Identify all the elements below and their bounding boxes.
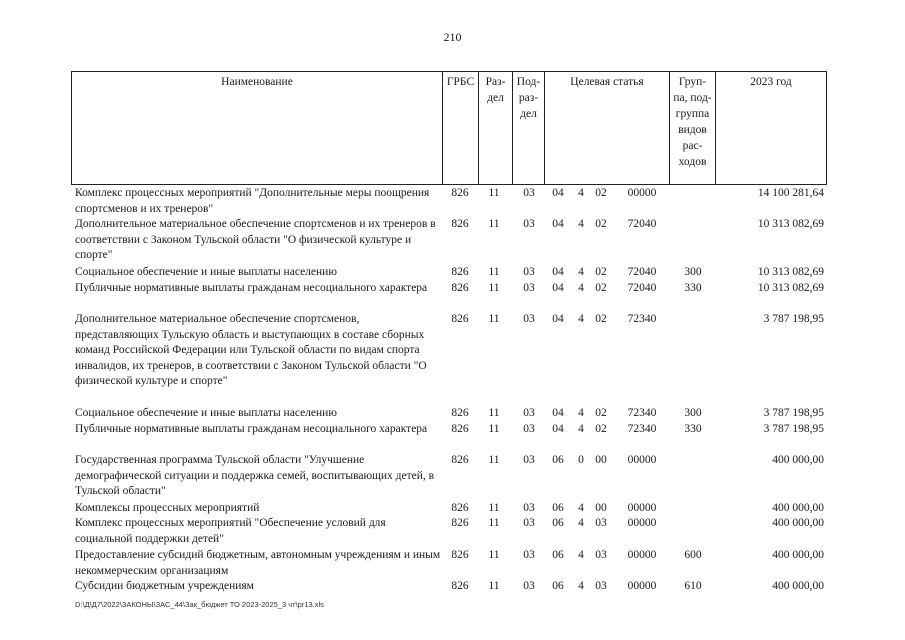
row-name: Государственная программа Тульской области "Улучшение демографической ситуации и поддержка семей, воспитывающих детей, в Тульской области": [75, 454, 435, 497]
header-name: Наименование: [72, 72, 443, 184]
row-razdel: 11: [488, 407, 500, 419]
row-grbs: 826: [451, 218, 469, 230]
row-target-subgroup: 02: [595, 423, 607, 435]
row-target-program: 06: [552, 454, 564, 466]
row-name: Комплекс процессных мероприятий "Обеспечение условий для социальной поддержки детей": [75, 517, 386, 545]
row-target-subgroup: 03: [595, 517, 607, 529]
row-target-type: 4: [578, 313, 584, 325]
row-target-subgroup: 02: [595, 282, 607, 294]
row-amount: 400 000,00: [772, 502, 824, 514]
row-razdel: 11: [488, 187, 500, 199]
row-podrazdel: 03: [523, 517, 535, 529]
row-razdel: 11: [488, 313, 500, 325]
row-name: Социальное обеспечение и иные выплаты населению: [75, 266, 337, 278]
row-amount: 3 787 198,95: [763, 313, 824, 325]
row-target-type: 4: [578, 423, 584, 435]
row-amount: 10 313 082,69: [757, 282, 824, 294]
row-amount: 14 100 281,64: [757, 187, 824, 199]
row-target-subgroup: 02: [595, 187, 607, 199]
row-target-type: 4: [578, 187, 584, 199]
row-podrazdel: 03: [523, 187, 535, 199]
row-target-subgroup: 00: [595, 502, 607, 514]
row-podrazdel: 03: [523, 423, 535, 435]
row-target-subgroup: 02: [595, 218, 607, 230]
row-razdel: 11: [488, 502, 500, 514]
row-target-subgroup: 02: [595, 313, 607, 325]
row-name: Субсидии бюджетным учреждениям: [75, 580, 254, 592]
row-target-type: 4: [578, 218, 584, 230]
row-grbs: 826: [451, 407, 469, 419]
row-razdel: 11: [488, 454, 500, 466]
row-amount: 400 000,00: [772, 580, 824, 592]
row-target-direction: 00000: [627, 517, 657, 529]
row-target-direction: 00000: [627, 502, 657, 514]
row-target-type: 4: [578, 282, 584, 294]
row-grbs: 826: [451, 266, 469, 278]
row-razdel: 11: [488, 266, 500, 278]
row-grbs: 826: [451, 282, 469, 294]
row-name: Социальное обеспечение и иные выплаты населению: [75, 407, 337, 419]
row-amount: 10 313 082,69: [757, 218, 824, 230]
row-target-direction: 00000: [627, 454, 657, 466]
row-target-direction: 72340: [627, 423, 657, 435]
row-name: Предоставление субсидий бюджетным, автономным учреждениям и иным некоммерческим организациям: [75, 549, 441, 577]
row-amount: 3 787 198,95: [763, 423, 824, 435]
row-target-type: 4: [578, 517, 584, 529]
row-amount: 3 787 198,95: [763, 407, 824, 419]
row-amount: 10 313 082,69: [757, 266, 824, 278]
row-podrazdel: 03: [523, 549, 535, 561]
row-name: Комплексы процессных мероприятий: [75, 502, 260, 514]
row-grbs: 826: [451, 502, 469, 514]
row-name: Дополнительное материальное обеспечение спортсменов и их тренеров в соответствии с Законом Тульской области "О физической культуре и спорте": [75, 218, 436, 261]
row-target-program: 06: [552, 580, 564, 592]
row-target-type: 4: [578, 266, 584, 278]
row-expense-type: 610: [684, 580, 702, 592]
row-name: Публичные нормативные выплаты гражданам несоциального характера: [75, 423, 428, 435]
row-razdel: 11: [488, 282, 500, 294]
row-grbs: 826: [451, 187, 469, 199]
row-target-subgroup: 03: [595, 549, 607, 561]
row-podrazdel: 03: [523, 580, 535, 592]
row-target-subgroup: 00: [595, 454, 607, 466]
header-podrazdel: Под- раз- дел: [513, 72, 545, 184]
row-podrazdel: 03: [523, 313, 535, 325]
row-amount: 400 000,00: [772, 517, 824, 529]
row-razdel: 11: [488, 580, 500, 592]
row-grbs: 826: [451, 517, 469, 529]
row-razdel: 11: [488, 218, 500, 230]
row-target-program: 04: [552, 407, 564, 419]
row-podrazdel: 03: [523, 407, 535, 419]
header-grbs: ГРБС: [443, 72, 479, 184]
row-expense-type: 600: [684, 549, 702, 561]
row-target-type: 4: [578, 502, 584, 514]
file-path-footer: D:\Д\Д7\2022\ЗАКОНЫ\ЗАС_44\Зак_бюджет ТО 2023-2025_3 чт\pr13.xls: [75, 600, 324, 609]
row-target-program: 04: [552, 423, 564, 435]
row-grbs: 826: [451, 313, 469, 325]
row-target-subgroup: 02: [595, 407, 607, 419]
row-target-subgroup: 02: [595, 266, 607, 278]
row-podrazdel: 03: [523, 454, 535, 466]
row-target-direction: 72340: [627, 407, 657, 419]
row-target-subgroup: 03: [595, 580, 607, 592]
row-grbs: 826: [451, 454, 469, 466]
row-target-direction: 72040: [627, 266, 657, 278]
row-grbs: 826: [451, 549, 469, 561]
row-podrazdel: 03: [523, 266, 535, 278]
table-header: [71, 71, 827, 185]
row-target-type: 0: [578, 454, 584, 466]
row-target-program: 04: [552, 282, 564, 294]
row-target-program: 06: [552, 517, 564, 529]
row-razdel: 11: [488, 517, 500, 529]
row-razdel: 11: [488, 549, 500, 561]
row-expense-type: 330: [684, 423, 702, 435]
row-amount: 400 000,00: [772, 549, 824, 561]
row-target-direction: 00000: [627, 549, 657, 561]
row-target-program: 04: [552, 218, 564, 230]
row-target-direction: 72340: [627, 313, 657, 325]
row-target-type: 4: [578, 580, 584, 592]
row-razdel: 11: [488, 423, 500, 435]
row-podrazdel: 03: [523, 282, 535, 294]
row-target-program: 04: [552, 313, 564, 325]
row-amount: 400 000,00: [772, 454, 824, 466]
row-target-program: 04: [552, 266, 564, 278]
row-podrazdel: 03: [523, 502, 535, 514]
header-expense-type: Груп- па, под- группа видов рас- ходов: [670, 72, 716, 184]
row-name: Публичные нормативные выплаты гражданам несоциального характера: [75, 282, 428, 294]
row-expense-type: 330: [684, 282, 702, 294]
row-grbs: 826: [451, 580, 469, 592]
row-target-type: 4: [578, 407, 584, 419]
row-expense-type: 300: [684, 407, 702, 419]
row-target-direction: 72040: [627, 218, 657, 230]
row-podrazdel: 03: [523, 218, 535, 230]
header-year: 2023 год: [750, 76, 792, 88]
row-target-direction: 00000: [627, 580, 657, 592]
row-expense-type: 300: [684, 266, 702, 278]
header-target-article: Целевая статья: [545, 72, 670, 184]
page-number: 210: [443, 30, 462, 44]
row-target-direction: 72040: [627, 282, 657, 294]
row-name: Комплекс процессных мероприятий "Дополнительные меры поощрения спортсменов и их тренеров": [75, 187, 430, 215]
row-target-program: 04: [552, 187, 564, 199]
row-name: Дополнительное материальное обеспечение спортсменов, представляющих Тульскую область и выступающих в составе сборных команд Российской Федерации или Тульской области по видам спорта инвалидов, их тренеров, в соответствии с Законом Тульской области "О физической культуре и спорте": [75, 313, 427, 387]
row-target-type: 4: [578, 549, 584, 561]
row-target-program: 06: [552, 549, 564, 561]
header-razdel: Раз- дел: [479, 72, 513, 184]
row-grbs: 826: [451, 423, 469, 435]
row-target-direction: 00000: [627, 187, 657, 199]
row-target-program: 06: [552, 502, 564, 514]
